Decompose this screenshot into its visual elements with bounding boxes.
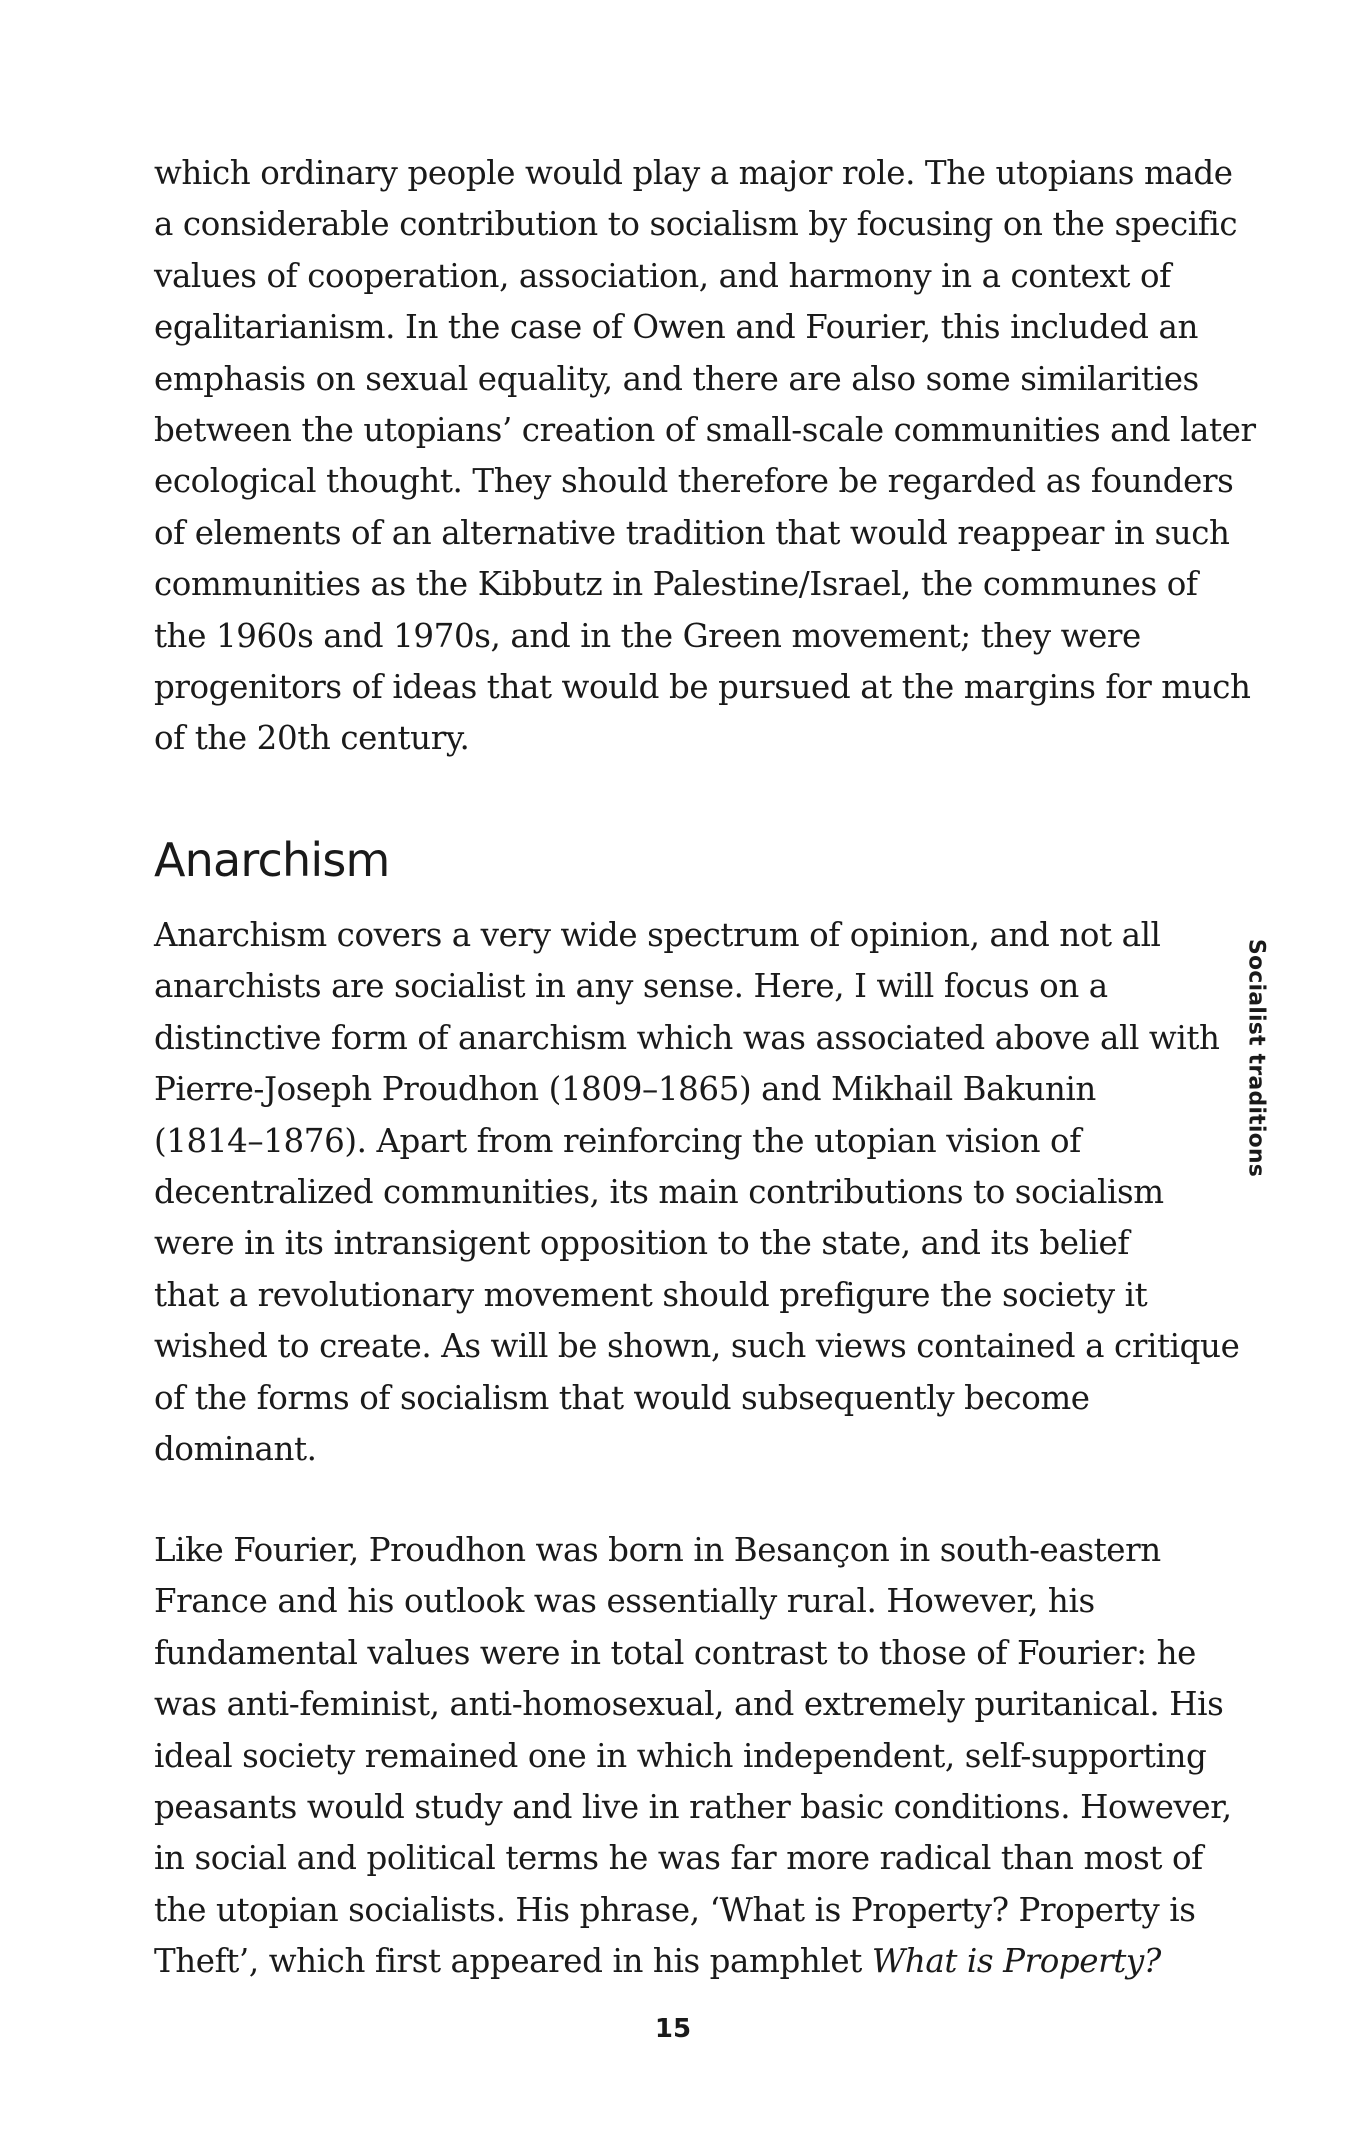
page-number: 15 [654, 2014, 692, 2044]
paragraph-anarchism-intro [154, 910, 1240, 1475]
section-heading: Anarchism [154, 833, 390, 887]
text-line: emphasis on sexual equality, and there are also some similarities [154, 359, 1199, 398]
text-line: values of cooperation, association, and harmony in a context of [154, 256, 1171, 295]
text-line: Anarchism covers a very wide spectrum of opinion, and not all [154, 916, 1161, 954]
text-line: which ordinary people would play a major role. The utopians made [154, 154, 1233, 192]
text-line: France and his outlook was essentially rural. However, his [154, 1582, 1095, 1621]
text-line: peasants would study and live in rather basic conditions. However, [154, 1788, 1232, 1827]
text-line: Like Fourier, Proudhon was born in Besançon in south-eastern [154, 1531, 1161, 1569]
text-line: that a revolutionary movement should prefigure the society it [154, 1275, 1148, 1314]
text-line: a considerable contribution to socialism by focusing on the specific [154, 205, 1238, 244]
running-head-label: Socialist traditions [1243, 938, 1269, 1178]
text-line-regular: Theft’, which first appeared in his pamphlet [154, 1942, 872, 1981]
text-line: dominant. [154, 1430, 317, 1469]
text-line: progenitors of ideas that would be pursued at the margins for much [154, 668, 1251, 707]
text-line: between the utopians’ creation of small-scale communities and later [154, 411, 1256, 450]
text-line: ecological thought. They should therefore be regarded as founders [154, 462, 1234, 501]
text-line: decentralized communities, its main contributions to socialism [154, 1173, 1164, 1212]
text-line: fundamental values were in total contrast to those of Fourier: he [154, 1633, 1196, 1672]
text-line: distinctive form of anarchism which was associated above all with [154, 1018, 1220, 1057]
text-line: the 1960s and 1970s, and in the Green movement; they were [154, 616, 1141, 655]
text-line: wished to create. As will be shown, such views contained a critique [154, 1327, 1240, 1366]
text-line: of elements of an alternative tradition that would reappear in such [154, 513, 1230, 552]
text-line: anarchists are socialist in any sense. Here, I will focus on a [154, 967, 1108, 1006]
text-line: the utopian socialists. His phrase, ‘What is Property? Property is [154, 1890, 1196, 1929]
text-line: of the 20th century. [154, 719, 470, 758]
book-title-italic: What is Property? [871, 1942, 1161, 1981]
paragraph-proudhon [154, 1525, 1232, 1988]
text-line: (1814–1876). Apart from reinforcing the utopian vision of [154, 1121, 1081, 1160]
text-line-last [154, 1936, 1229, 1987]
text-line: Pierre-Joseph Proudhon (1809–1865) and Mikhail Bakunin [154, 1070, 1096, 1109]
running-head [1236, 938, 1276, 1178]
text-line: ideal society remained one in which independent, self-supporting [154, 1736, 1207, 1775]
text-line: in social and political terms he was far more radical than most of [154, 1839, 1203, 1878]
text-line: was anti-feminist, anti-homosexual, and extremely puritanical. His [154, 1685, 1224, 1724]
text-line: of the forms of socialism that would subsequently become [154, 1378, 1090, 1417]
text-line: communities as the Kibbutz in Palestine/Israel, the communes of [154, 565, 1198, 604]
text-line: were in its intransigent opposition to the state, and its belief [154, 1224, 1130, 1263]
text-line: egalitarianism. In the case of Owen and Fourier, this included an [154, 308, 1199, 347]
paragraph-utopians [154, 148, 1256, 765]
